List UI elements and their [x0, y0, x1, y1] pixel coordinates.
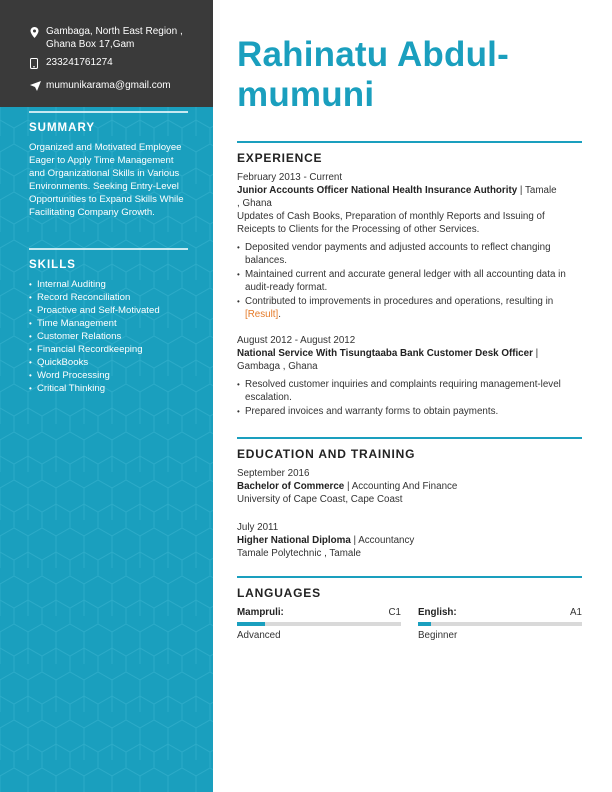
job-role: Junior Accounts Officer National Health Insurance Authority — [237, 184, 518, 196]
language-head — [418, 606, 582, 619]
languages-title: LANGUAGES — [237, 585, 321, 600]
language-head — [237, 606, 401, 619]
list-item: • Time Management — [29, 317, 188, 330]
summary-text: Organized and Motivated Employee Eager to Apply Time Management and Organizational Skills in Various Environments. Seeking Entry-Level Opportunities to Expand Skills While Facilitating Company Growth. — [29, 142, 184, 218]
list-item: • Maintained current and accurate general ledger with all accounting data in audit-ready format. — [237, 268, 582, 294]
job-heading — [237, 347, 582, 360]
skills-section — [29, 248, 188, 395]
education-entry — [237, 521, 582, 560]
language-bar — [237, 622, 401, 626]
skills-divider — [29, 248, 188, 250]
skills-list — [29, 278, 188, 395]
contact-block — [0, 0, 213, 107]
contact-email[interactable] — [30, 80, 213, 96]
job-location: | Tamale — [517, 184, 557, 196]
contact-phone — [30, 57, 213, 74]
list-item: • Critical Thinking — [29, 382, 188, 395]
list-item: • Proactive and Self-Motivated — [29, 304, 188, 317]
language-entry — [237, 606, 401, 642]
list-item: • Deposited vendor payments and adjusted accounts to reflect changing balances. — [237, 241, 582, 267]
language-code: C1 — [388, 606, 401, 618]
job-location-cont: Gambaga , Ghana — [237, 360, 318, 372]
list-item: • Resolved customer inquiries and complaints requiring management-level escalation. — [237, 378, 582, 404]
education-divider — [237, 437, 582, 439]
language-level: Beginner — [418, 629, 458, 641]
job-dates: August 2012 - August 2012 — [237, 334, 356, 346]
language-bar-fill — [418, 622, 431, 626]
address-text: Gambaga, North East Region , Ghana Box 17,Gam — [46, 26, 183, 50]
list-item: • Customer Relations — [29, 330, 188, 343]
list-item: • Financial Recordkeeping — [29, 343, 188, 356]
education-entry — [237, 467, 582, 506]
experience-divider — [237, 141, 582, 143]
experience-title: EXPERIENCE — [237, 150, 323, 165]
summary-title: SUMMARY — [29, 122, 95, 134]
experience-section — [237, 141, 582, 419]
education-date: September 2016 — [237, 467, 310, 479]
language-level: Advanced — [237, 629, 281, 641]
education-degree: Bachelor of Commerce — [237, 480, 345, 492]
education-date: July 2011 — [237, 521, 279, 533]
job-entry — [237, 171, 582, 321]
job-description: Updates of Cash Books, Preparation of monthly Reports and Issuing of Reicepts to Clients for the Processing of other Services. — [237, 210, 545, 235]
language-name: English: — [418, 606, 457, 618]
name-line-2: mumuni — [237, 75, 375, 114]
job-location-cont: , Ghana — [237, 197, 272, 209]
list-item: • Word Processing — [29, 369, 188, 382]
job-bullets — [237, 378, 582, 418]
job-heading — [237, 184, 582, 197]
education-school: University of Cape Coast, Cape Coast — [237, 493, 403, 505]
summary-divider — [29, 111, 188, 113]
education-heading — [237, 534, 582, 547]
language-entry — [418, 606, 582, 642]
education-field: | Accountancy — [350, 534, 415, 546]
language-bar — [418, 622, 582, 626]
phone-text: 233241761274 — [46, 57, 113, 68]
languages-divider — [237, 576, 582, 578]
sidebar — [0, 0, 213, 792]
education-school: Tamale Polytechnic , Tamale — [237, 547, 361, 559]
contact-address — [30, 26, 213, 51]
language-name: Mampruli: — [237, 606, 284, 618]
language-code: A1 — [570, 606, 582, 618]
list-item: • Internal Auditing — [29, 278, 188, 291]
job-entry — [237, 334, 582, 418]
education-degree: Higher National Diploma — [237, 534, 351, 546]
languages-section — [237, 576, 582, 642]
phone-icon — [30, 58, 46, 74]
languages-row — [237, 606, 582, 642]
list-item: • QuickBooks — [29, 356, 188, 369]
list-item: • Prepared invoices and warranty forms to obtain payments. — [237, 405, 582, 418]
language-bar-fill — [237, 622, 265, 626]
job-role: National Service With Tisungtaaba Bank Customer Desk Officer — [237, 347, 533, 359]
email-link[interactable]: mumunikarama@gmail.com — [46, 79, 171, 91]
job-bullets — [237, 241, 582, 321]
name-line-1: Rahinatu Abdul- — [237, 35, 509, 74]
job-dates: February 2013 - Current — [237, 171, 343, 183]
education-section — [237, 437, 582, 560]
list-item: • Record Reconciliation — [29, 291, 188, 304]
education-heading — [237, 480, 582, 493]
list-item: • Contributed to improvements in procedures and operations, resulting in [Result]. — [237, 295, 582, 321]
job-location: | — [532, 347, 539, 359]
skills-title: SKILLS — [29, 259, 76, 271]
bullet-text: Contributed to improvements in procedures and operations, resulting in — [245, 295, 554, 307]
result-placeholder: [Result] — [245, 308, 279, 320]
education-field: | Accounting And Finance — [344, 480, 458, 492]
education-title: EDUCATION AND TRAINING — [237, 446, 416, 461]
send-icon — [30, 81, 46, 96]
location-pin-icon — [30, 27, 46, 43]
candidate-name — [237, 35, 509, 115]
summary-section — [29, 111, 188, 219]
